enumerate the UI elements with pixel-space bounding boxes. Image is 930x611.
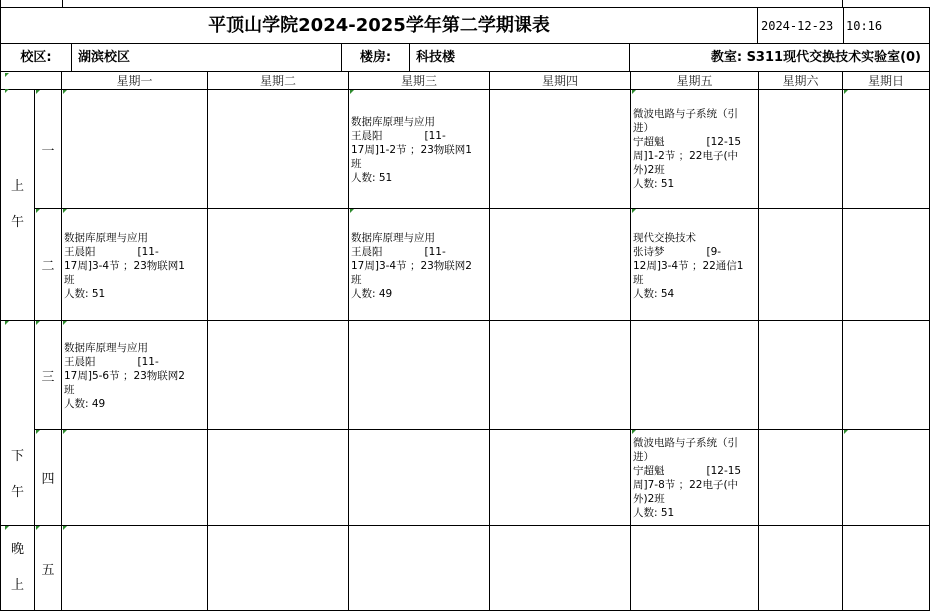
course-teacher: 王晨阳 [11- xyxy=(351,246,446,258)
schedule-cell xyxy=(349,430,490,526)
schedule-cell xyxy=(843,90,930,209)
course-class: 外)2班 xyxy=(633,493,665,505)
cell-marker xyxy=(63,321,67,325)
course-cell[interactable] xyxy=(349,209,490,321)
cell-marker xyxy=(36,90,40,94)
schedule-cell xyxy=(843,321,930,430)
schedule-cell xyxy=(759,430,843,526)
building-label: 楼房: xyxy=(342,44,410,72)
course-name: 数据库原理与应用 xyxy=(64,232,148,244)
campus-label: 校区: xyxy=(0,44,72,72)
course-cell[interactable] xyxy=(631,430,759,526)
course-teacher: 王晨阳 [11- xyxy=(351,130,446,142)
day-header: 星期二 xyxy=(208,72,349,90)
course-count: 人数: 49 xyxy=(64,398,106,410)
schedule-cell xyxy=(208,321,349,430)
schedule-cell xyxy=(759,90,843,209)
schedule-cell xyxy=(843,209,930,321)
schedule-cell xyxy=(843,430,930,526)
cell-marker xyxy=(63,430,67,434)
schedule-cell xyxy=(208,209,349,321)
top-tick xyxy=(0,0,1,8)
schedule-cell xyxy=(62,90,208,209)
halfday-afternoon xyxy=(0,321,35,526)
schedule-cell xyxy=(759,209,843,321)
period-label: 三 xyxy=(35,321,62,430)
period-label: 五 xyxy=(35,526,62,611)
cell-marker xyxy=(5,321,9,325)
campus-value: 湖滨校区 xyxy=(72,44,342,72)
halfday-char: 下 xyxy=(10,449,24,464)
period-label: 二 xyxy=(35,209,62,321)
building-value: 科技楼 xyxy=(410,44,630,72)
course-teacher: 王晨阳 [11- xyxy=(64,356,159,368)
course-cell[interactable] xyxy=(62,209,208,321)
course-name: 现代交换技术 xyxy=(633,232,696,244)
schedule-cell xyxy=(631,526,759,611)
course-class: 班 xyxy=(64,384,75,396)
cell-marker xyxy=(844,430,848,434)
print-date: 2024-12-23 xyxy=(758,8,844,44)
schedule-cell xyxy=(349,526,490,611)
cell-marker xyxy=(5,89,9,93)
halfday-evening xyxy=(0,526,35,611)
halfday-char: 午 xyxy=(10,215,24,230)
cell-marker xyxy=(5,73,9,77)
schedule-cell xyxy=(490,321,631,430)
period-label: 四 xyxy=(35,430,62,526)
cell-marker xyxy=(63,90,67,94)
course-time: 17周]3-4节 ；23物联网2 xyxy=(351,260,472,272)
course-class: 班 xyxy=(633,274,644,286)
course-teacher: 王晨阳 [11- xyxy=(64,246,159,258)
cell-marker xyxy=(36,321,40,325)
course-name-cont: 进） xyxy=(633,122,654,134)
cell-marker xyxy=(844,90,848,94)
course-class: 班 xyxy=(351,274,362,286)
halfday-char: 晚 xyxy=(10,542,24,557)
day-header: 星期四 xyxy=(490,72,631,90)
course-cell[interactable] xyxy=(62,321,208,430)
course-count: 人数: 54 xyxy=(633,288,675,300)
cell-marker xyxy=(63,209,67,213)
schedule-cell xyxy=(208,430,349,526)
course-count: 人数: 51 xyxy=(64,288,106,300)
top-tick xyxy=(842,0,843,8)
course-time: 17周]1-2节 ；23物联网1 xyxy=(351,144,472,156)
halfday-char: 午 xyxy=(10,485,24,500)
top-border xyxy=(0,0,930,8)
day-header: 星期五 xyxy=(631,72,759,90)
course-class: 外)2班 xyxy=(633,164,665,176)
schedule-cell xyxy=(208,526,349,611)
day-header: 星期六 xyxy=(759,72,843,90)
halfday-char: 上 xyxy=(10,578,24,593)
schedule-cell xyxy=(759,321,843,430)
cell-marker xyxy=(36,209,40,213)
halfday-char: 上 xyxy=(10,179,24,194)
day-header: 星期一 xyxy=(62,72,208,90)
course-cell[interactable] xyxy=(631,90,759,209)
schedule-cell xyxy=(490,209,631,321)
page-title: 平顶山学院2024-2025学年第二学期课表 xyxy=(0,8,758,44)
course-teacher: 宁超魁 [12-15 xyxy=(633,465,742,477)
halfday-morning xyxy=(0,90,35,321)
schedule-cell xyxy=(208,90,349,209)
course-name: 数据库原理与应用 xyxy=(351,232,435,244)
course-count: 人数: 51 xyxy=(633,178,675,190)
cell-marker xyxy=(632,90,636,94)
top-tick xyxy=(62,0,63,8)
course-name: 微波电路与子系统（引 xyxy=(633,437,738,449)
schedule-cell xyxy=(490,430,631,526)
header-corner xyxy=(0,72,62,90)
cell-marker xyxy=(350,90,354,94)
course-time: 17周]5-6节 ；23物联网2 xyxy=(64,370,185,382)
course-cell[interactable] xyxy=(631,209,759,321)
schedule-cell xyxy=(349,321,490,430)
course-time: 周]1-2节 ；22电子(中 xyxy=(633,150,739,162)
print-time: 10:16 xyxy=(844,8,930,44)
classroom-label: 教室: S311现代交换技术实验室(0) xyxy=(630,44,930,72)
course-teacher: 张诗梦 [9- xyxy=(633,246,722,258)
course-name: 微波电路与子系统（引 xyxy=(633,108,738,120)
course-time: 周]7-8节 ；22电子(中 xyxy=(633,479,739,491)
course-class: 班 xyxy=(64,274,75,286)
schedule-cell xyxy=(759,526,843,611)
course-time: 17周]3-4节 ；23物联网1 xyxy=(64,260,185,272)
cell-marker xyxy=(5,526,9,530)
schedule-cell xyxy=(490,90,631,209)
schedule-cell xyxy=(62,430,208,526)
course-class: 班 xyxy=(351,158,362,170)
course-name: 数据库原理与应用 xyxy=(64,342,148,354)
course-teacher: 宁超魁 [12-15 xyxy=(633,136,742,148)
cell-marker xyxy=(36,430,40,434)
course-count: 人数: 49 xyxy=(351,288,393,300)
schedule-cell xyxy=(843,526,930,611)
day-header: 星期三 xyxy=(349,72,490,90)
day-header: 星期日 xyxy=(843,72,930,90)
course-count: 人数: 51 xyxy=(351,172,393,184)
course-time: 12周]3-4节 ；22通信1 xyxy=(633,260,744,272)
course-cell[interactable] xyxy=(349,90,490,209)
schedule-cell xyxy=(490,526,631,611)
cell-marker xyxy=(36,526,40,530)
cell-marker xyxy=(63,526,67,530)
schedule-cell xyxy=(631,321,759,430)
period-label: 一 xyxy=(35,90,62,209)
course-name-cont: 进） xyxy=(633,451,654,463)
course-name: 数据库原理与应用 xyxy=(351,116,435,128)
cell-marker xyxy=(632,430,636,434)
cell-marker xyxy=(632,209,636,213)
cell-marker xyxy=(350,209,354,213)
schedule-cell xyxy=(62,526,208,611)
course-count: 人数: 51 xyxy=(633,507,675,519)
